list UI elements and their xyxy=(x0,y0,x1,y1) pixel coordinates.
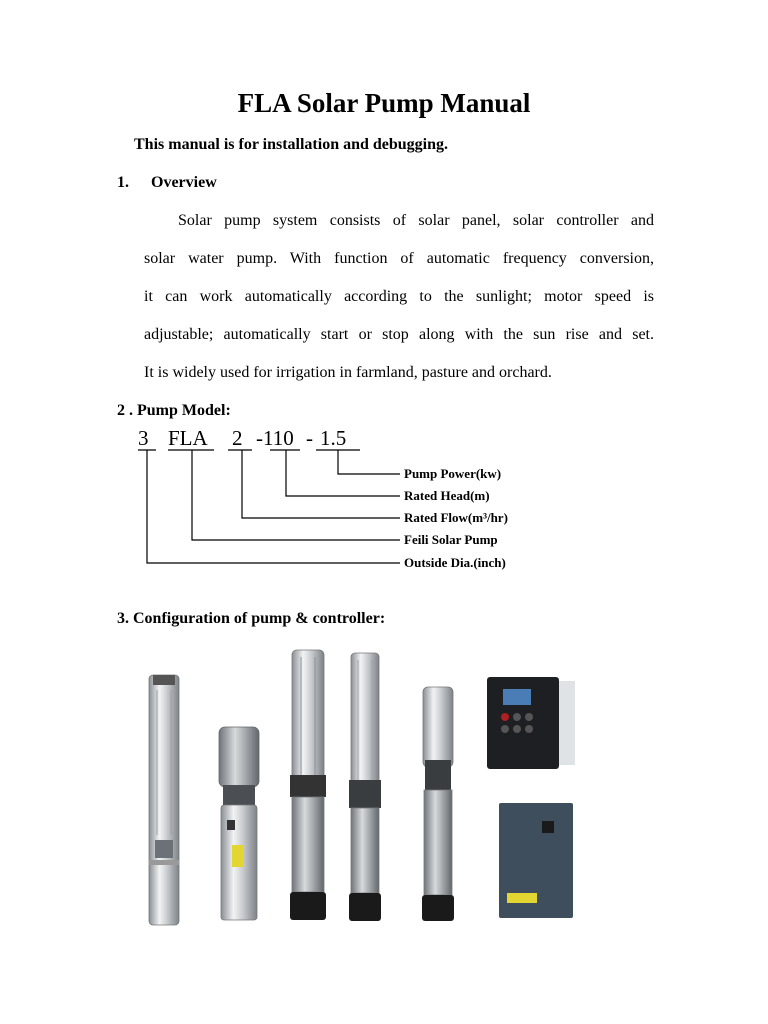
overview-line-1: Solar pump system consists of solar panel, solar controller and xyxy=(178,212,654,229)
page-title: FLA Solar Pump Manual xyxy=(237,88,531,118)
model-label-power: Pump Power(kw) xyxy=(404,466,502,481)
overview-line-3: it can work automatically according to the sunlight; motor speed is xyxy=(144,288,654,305)
model-label-flow: Rated Flow(m³/hr) xyxy=(404,510,508,525)
model-code-series: FLA xyxy=(168,426,208,450)
controller-2-image xyxy=(499,803,573,918)
section-3-heading: 3. Configuration of pump & controller: xyxy=(117,610,386,627)
pump-4-image xyxy=(349,653,381,921)
model-label-diameter: Outside Dia.(inch) xyxy=(404,555,506,570)
model-code-flow: 2 xyxy=(232,426,243,450)
products-photo xyxy=(135,645,585,930)
section-1-number: 1. xyxy=(117,174,129,191)
controller-1-image xyxy=(487,677,575,769)
model-label-head: Rated Head(m) xyxy=(404,488,490,503)
model-code-separator: - xyxy=(306,426,313,450)
model-code-diameter: 3 xyxy=(138,426,149,450)
overview-line-4: adjustable; automatically start or stop along with the sun rise and set. xyxy=(144,326,654,343)
pump-3-image xyxy=(290,650,326,920)
model-code-power: 1.5 xyxy=(320,426,347,450)
section-1-heading: Overview xyxy=(151,174,217,191)
pump-1-image xyxy=(149,675,179,925)
model-label-brand: Feili Solar Pump xyxy=(404,532,498,547)
section-2-heading: 2 . Pump Model: xyxy=(117,402,231,419)
overview-line-5: It is widely used for irrigation in farmland, pasture and orchard. xyxy=(144,364,552,381)
manual-subtitle: This manual is for installation and debugging. xyxy=(134,136,449,153)
overview-line-2: solar water pump. With function of automatic frequency conversion, xyxy=(144,250,654,267)
pump-2-image xyxy=(219,727,259,920)
pump-5-image xyxy=(422,687,454,921)
pump-model-diagram xyxy=(130,420,550,580)
model-code-head: -110 xyxy=(256,426,294,450)
